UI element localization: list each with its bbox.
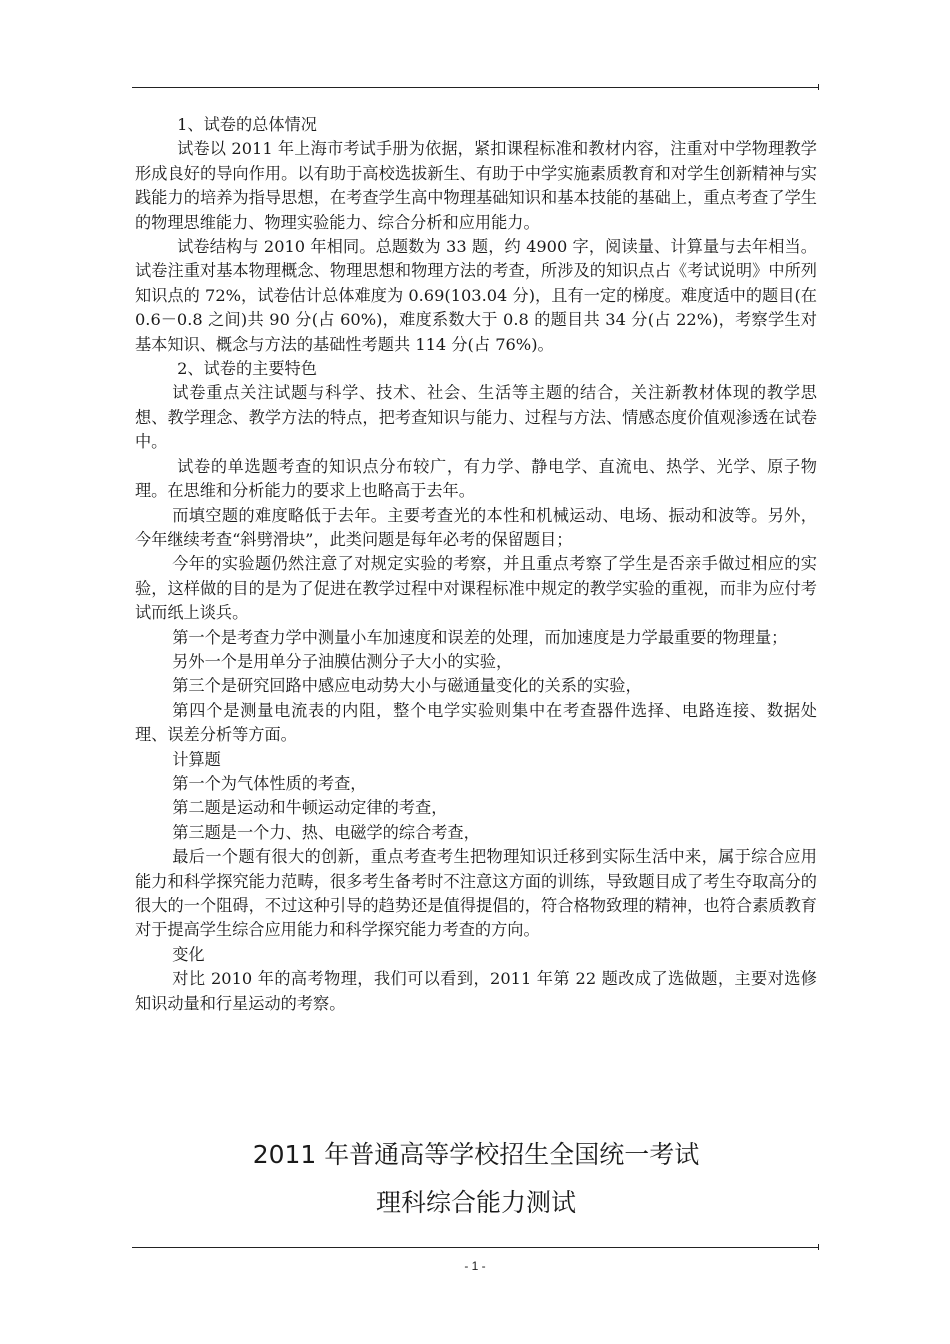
paragraph: 最后一个题有很大的创新，重点考查考生把物理知识迁移到实际生活中来，属于综合应用能力和科学探究能力范畴，很多考生备考时不注意这方面的训练，导致题目成了考生夺取高分的很大的一个阻碍，不过这种引导的趋势还是值得提倡的，符合格物致理的精神，也符合素质教育对于提高学生综合应用能力和科学探究能力考查的方向。: [135, 847, 817, 940]
body-text: [135, 113, 817, 1016]
header-rule-tick: [818, 84, 819, 90]
paragraph: 变化: [172, 944, 205, 964]
paragraph: 第一个为气体性质的考查，: [172, 773, 367, 793]
paragraph: 第一个是考查力学中测量小车加速度和误差的处理，而加速度是力学最重要的物理量；: [172, 627, 788, 647]
paragraph: 对比 2010 年的高考物理，我们可以看到，2011 年第 22 题改成了选做题，主要对选修知识动量和行星运动的考察。: [135, 969, 817, 1013]
paragraph: 试卷以 2011 年上海市考试手册为依据，紧扣课程标准和教材内容，注重对中学物理教学形成良好的导向作用。以有助于高校选拔新生、有助于中学实施素质教育和对学生创新精神与实践能力的培养为指导思想，在考查学生高中物理基础知识和基本技能的基础上，重点考查了学生的物理思维能力、物理实验能力、综合分析和应用能力。: [135, 139, 817, 232]
page-number: - 1 -: [464, 1259, 486, 1273]
footer-rule-tick: [818, 1244, 819, 1250]
paragraph: 第四个是测量电流表的内阻，整个电学实验则集中在考查器件选择、电路连接、数据处理、误差分析等方面。: [135, 700, 817, 745]
exam-title: 2011 年普通高等学校招生全国统一考试: [252, 1140, 700, 1169]
paragraph: 另外一个是用单分子油膜估测分子大小的实验，: [172, 651, 513, 671]
paragraph: 第三个是研究回路中感应电动势大小与磁通量变化的关系的实验，: [172, 676, 642, 696]
paragraph: 计算题: [172, 749, 221, 769]
paragraph: 2、试卷的主要特色: [177, 359, 317, 379]
header-rule: [132, 87, 818, 88]
footer-rule: [132, 1247, 818, 1248]
paragraph: 今年的实验题仍然注意了对规定实验的考察，并且重点考察了学生是否亲手做过相应的实验，这样做的目的是为了促进在教学过程中对课程标准中规定的教学实验的重视，而非为应付考试而纸上谈兵。: [135, 554, 817, 623]
exam-subtitle: 理科综合能力测试: [375, 1188, 576, 1217]
paragraph: 第三题是一个力、热、电磁学的综合考查，: [172, 822, 480, 842]
paragraph: 试卷结构与 2010 年相同。总题数为 33 题，约 4900 字，阅读量、计算量与去年相当。试卷注重对基本物理概念、物理思想和物理方法的考查，所涉及的知识点占《考试说明》中所列知识点的 72%，试卷估计总体难度为 0.69(103.04 分)，且有一定的梯度。难度适中的题目(在 0.6－0.8 之间)共 90 分(占 60%)，难度系数大于 0.8 的题目共 34 分(占 22%)，考察学生对基本知识、概念与方法的基础性考题共 114 分(占 76%)。: [135, 237, 817, 354]
paragraph: 试卷的单选题考查的知识点分布较广，有力学、静电学、直流电、热学、光学、原子物理。在思维和分析能力的要求上也略高于去年。: [135, 456, 817, 501]
paragraph: 第二题是运动和牛顿运动定律的考查，: [172, 798, 448, 818]
paragraph: 1、试卷的总体情况: [177, 115, 317, 134]
paragraph: 而填空题的难度略低于去年。主要考查光的本性和机械运动、电场、振动和波等。另外，今年继续考查“斜劈滑块”，此类问题是每年必考的保留题目；: [135, 505, 817, 549]
paragraph: 试卷重点关注试题与科学、技术、社会、生活等主题的结合，关注新教材体现的教学思想、教学理念、教学方法的特点，把考查知识与能力、过程与方法、情感态度价值观渗透在试卷中。: [135, 383, 817, 452]
